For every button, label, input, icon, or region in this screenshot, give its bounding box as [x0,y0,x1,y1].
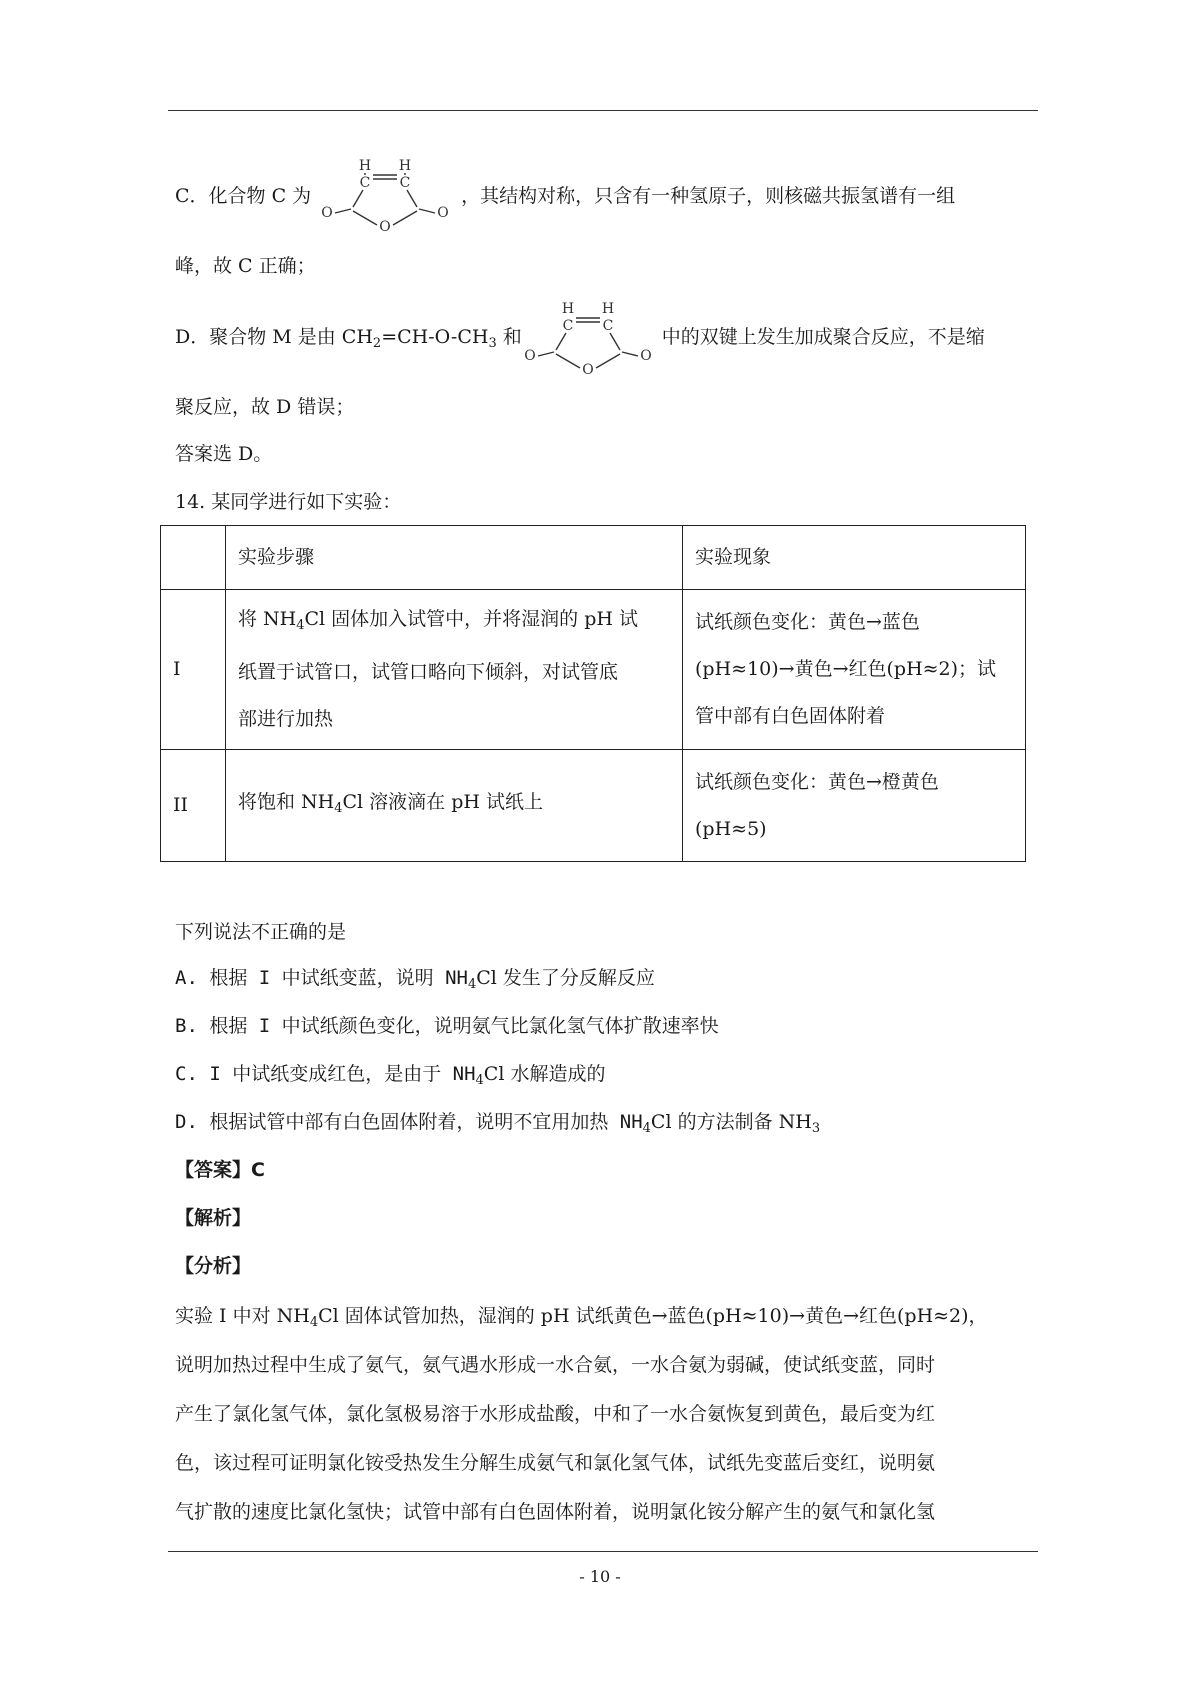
text: Cl 固体加入试管中，并将湿润的 pH 试 [304,608,638,630]
subscript: 3 [811,1121,821,1136]
text: 和 [496,326,522,348]
row-step [226,590,683,750]
atom-o: O [321,205,333,221]
subscript: 3 [488,336,497,351]
text: (pH≈10)→黄色→红色(pH≈2)；试 [695,658,997,680]
option-c [175,1060,605,1095]
text: 14. 某同学进行如下实验： [175,491,402,513]
subscript: 4 [334,801,343,816]
atom-c: C [562,318,574,334]
text: 色，该过程可证明氯化铵受热发生分解生成氨气和氯化氢气体，试纸先变蓝后变红，说明氨 [175,1452,936,1474]
option-d [175,1108,820,1143]
maleic-anhydride-structure-1 [315,155,465,235]
text: Cl 的方法制备 NH [650,1111,812,1133]
page-number: - 10 - [579,1567,621,1586]
row-observation [683,750,1026,862]
text: Cl 固体试管加热，湿润的 pH 试纸黄色→蓝色(pH≈10)→黄色→红色(pH≈2)， [318,1305,988,1327]
table-header-blank [161,526,226,590]
atom-o: O [437,205,449,221]
row-id: II [161,750,226,862]
text: C．化合物 C 为 [175,185,312,207]
analysis-paragraph-line [175,1498,935,1526]
fenxi-label [175,1252,251,1280]
text: 将 NH [238,608,297,630]
text: 部进行加热 [238,708,334,730]
text: 答案选 D。 [175,443,273,465]
atom-c: C [399,175,411,191]
table-header-step: 实验步骤 [226,526,683,590]
text: =CH-O-CH [381,326,489,348]
text: 试纸颜色变化：黄色→蓝色 [695,611,920,633]
atom-o: O [582,362,594,378]
text: 【答案】C [175,1159,265,1181]
text: 聚反应，故 D 错误； [175,396,355,418]
option-b [175,1012,719,1040]
text: 气扩散的速度比氯化氢快；试管中部有白色固体附着，说明氯化铵分解产生的氨气和氯化氢 [175,1501,936,1523]
footer-rule [168,1551,1038,1552]
subscript: 4 [296,618,305,633]
text: B. 根据 I 中试纸颜色变化，说明氨气比氯化氢气体扩散速率快 [175,1015,719,1037]
text: 纸置于试管口，试管口略向下倾斜，对试管底 [238,661,619,683]
analysis-paragraph-line [175,1302,988,1337]
header-rule [168,110,1038,111]
text: A. 根据 I 中试纸变蓝，说明 NH [175,967,468,989]
subscript: 4 [642,1121,651,1136]
atom-h: H [601,301,615,317]
option-c-conclusion [175,252,316,280]
text: Cl 水解造成的 [483,1063,606,1085]
option-a [175,964,655,999]
question-14-title [175,488,401,516]
subscript: 2 [372,336,382,351]
atom-c: C [602,318,614,334]
atom-h: H [398,158,412,174]
atom-h: H [561,301,575,317]
text: 峰，故 C 正确； [175,255,316,277]
text: Cl 发生了分反解反应 [476,967,655,989]
atom-o: O [524,348,536,364]
subscript: 4 [475,1073,484,1088]
text: (pH≈5) [695,817,767,840]
text: Cl 溶液滴在 pH 试纸上 [342,791,543,813]
text: D. 根据试管中部有白色固体附着，说明不宜用加热 NH [175,1111,643,1133]
row-step [226,750,683,862]
text: 将饱和 NH [238,791,335,813]
analysis-label [175,1204,251,1232]
analysis-paragraph-line [175,1351,935,1379]
subscript: 4 [467,977,477,992]
experiment-table [160,525,1026,862]
text: 管中部有白色固体附着 [695,705,886,727]
analysis-paragraph-line [175,1400,935,1428]
table-row [161,750,1026,862]
table-row [161,590,1026,750]
text: 说明加热过程中生成了氨气，氨气遇水形成一水合氨，一水合氨为弱碱，使试纸变蓝，同时 [175,1354,936,1376]
text: 下列说法不正确的是 [175,921,347,943]
text: 中的双键上发生加成聚合反应，不是缩 [661,326,985,348]
option-c-explanation [175,182,955,210]
text: 【分析】 [175,1255,252,1277]
maleic-anhydride-structure-2 [518,298,668,378]
atom-o: O [640,348,652,364]
answer-selection [175,440,272,468]
table-header-observation: 实验现象 [683,526,1026,590]
text: 产生了氯化氢气体，氯化氢极易溶于水形成盐酸，中和了一水合氨恢复到黄色，最后变为红 [175,1403,936,1425]
answer-label [175,1156,265,1184]
subscript: 4 [309,1315,319,1330]
text: 试纸颜色变化：黄色→橙黄色 [695,770,939,793]
atom-h: H [358,158,372,174]
analysis-paragraph-line [175,1449,935,1477]
atom-o: O [379,219,391,235]
row-id: I [161,590,226,750]
row-observation [683,590,1026,750]
text: D．聚合物 M 是由 CH [175,326,373,348]
text: 实验 I 中对 NH [175,1305,310,1327]
text: 【解析】 [175,1207,252,1229]
question-stem [175,918,346,946]
text: C. I 中试纸变成红色，是由于 NH [175,1063,476,1085]
atom-c: C [359,175,371,191]
option-d-conclusion [175,393,354,421]
text: ，其结构对称，只含有一种氢原子，则核磁共振氢谱有一组 [461,185,956,207]
